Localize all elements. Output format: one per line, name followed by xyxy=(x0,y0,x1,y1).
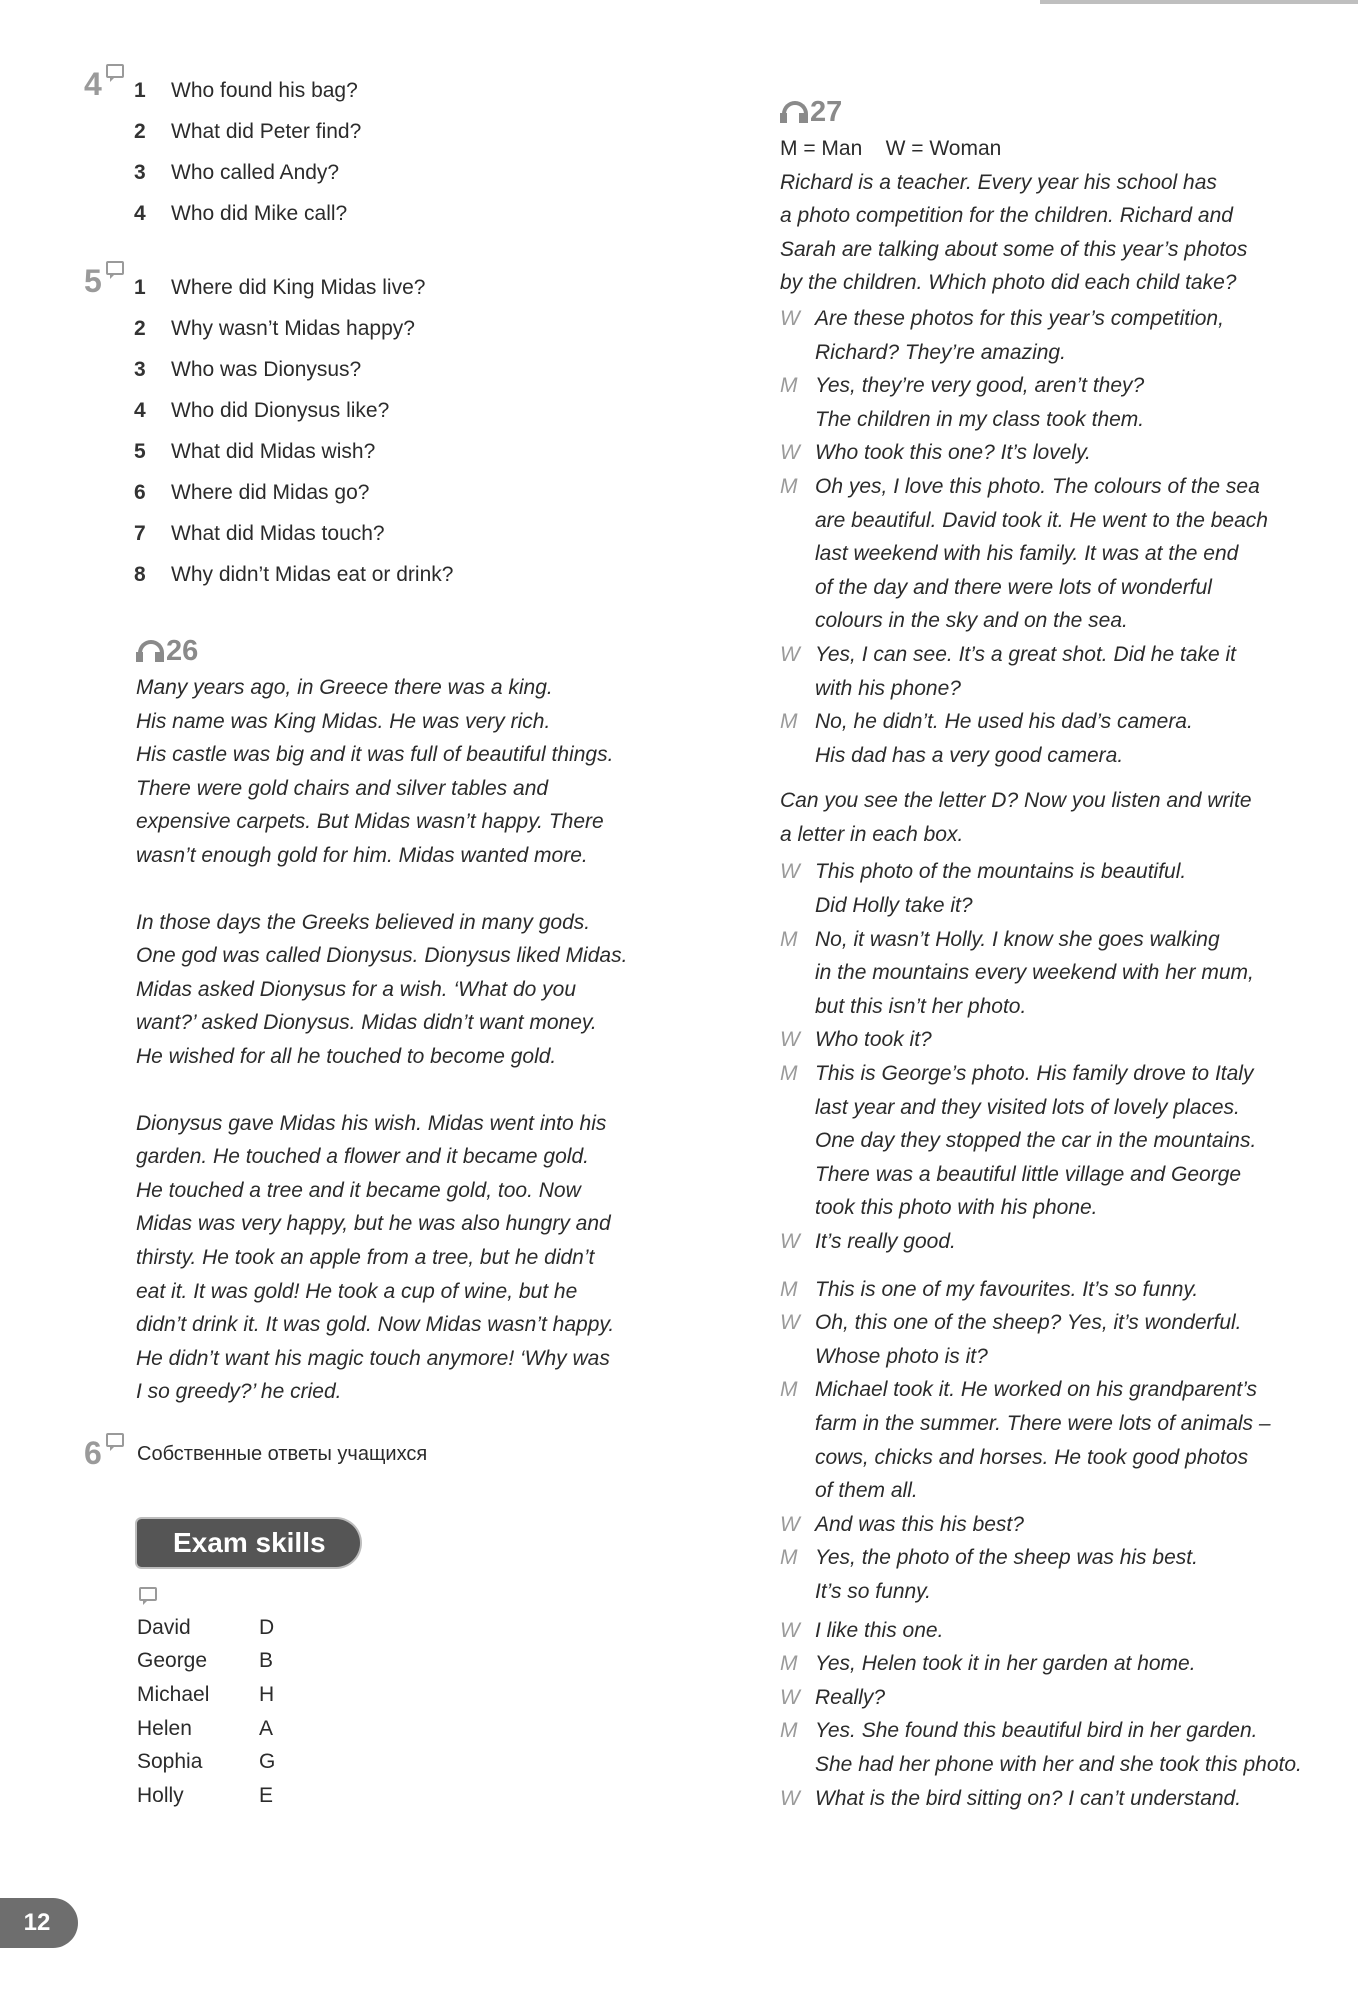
question-number: 8 xyxy=(134,563,146,586)
question-text: What did Peter find? xyxy=(171,120,362,143)
intro-text-line: by the children. Which photo did each child take? xyxy=(780,271,1237,295)
intro-text-line: a photo competition for the children. Richard and xyxy=(780,204,1233,228)
dialogue-turn xyxy=(780,470,1340,638)
dialogue-turn xyxy=(780,855,1340,922)
dialogue-line: This is one of my favourites. It’s so funny. xyxy=(815,1277,1199,1301)
answer-row xyxy=(137,1745,684,1779)
question-number: 7 xyxy=(134,522,146,545)
dialogue-line: She had her phone with her and she took this photo. xyxy=(815,1752,1302,1776)
dialogue-text xyxy=(815,1225,1340,1259)
story-line: There were gold chairs and silver tables and xyxy=(136,776,549,800)
dialogue-line: The children in my class took them. xyxy=(815,407,1145,431)
exam-skills-banner: Exam skills xyxy=(137,1519,360,1567)
answer-name: Helen xyxy=(137,1716,192,1740)
story-line: His castle was big and it was full of beautiful things. xyxy=(136,743,614,767)
speaker-label: W xyxy=(780,306,800,330)
instruction-text xyxy=(780,784,1340,851)
speech-bubble-icon xyxy=(106,261,124,275)
story-line: thirsty. He took an apple from a tree, but he didn’t xyxy=(136,1245,595,1269)
speaker-label: M xyxy=(780,1546,798,1570)
answer-letter: D xyxy=(259,1615,275,1639)
dialogue-line: in the mountains every weekend with her mum, xyxy=(815,961,1254,985)
dialogue-turn xyxy=(780,1508,1340,1542)
dialogue-turn xyxy=(780,1647,1340,1681)
dialogue-turn xyxy=(780,1541,1340,1608)
left-column xyxy=(84,66,684,1812)
question-item xyxy=(134,513,684,554)
dialogue-line: And was this his best? xyxy=(815,1512,1024,1536)
speaker-label: W xyxy=(780,1230,800,1253)
speaker-label: M xyxy=(780,1062,798,1086)
question-text: Who found his bag? xyxy=(171,79,358,102)
dialogue-text xyxy=(815,1273,1340,1307)
exercise-5-questions xyxy=(84,263,684,595)
track-26-number: 26 xyxy=(166,634,199,667)
question-number: 4 xyxy=(134,399,146,422)
story-line: wasn’t enough gold for him. Midas wanted more. xyxy=(136,843,588,867)
dialogue-turn xyxy=(780,1373,1340,1507)
dialogue-line: Yes, Helen took it in her garden at home. xyxy=(815,1652,1196,1676)
question-text: Where did Midas go? xyxy=(171,481,370,504)
dialogue-line: Whose photo is it? xyxy=(815,1344,988,1368)
question-item xyxy=(134,554,684,595)
question-text: Who did Dionysus like? xyxy=(171,399,390,422)
speaker-label: W xyxy=(780,1028,800,1052)
question-item xyxy=(134,267,684,308)
dialogue-line: last weekend with his family. It was at the end xyxy=(815,542,1239,566)
track-27-number: 27 xyxy=(810,95,843,128)
dialogue-turn xyxy=(780,923,1340,1024)
dialogue-text xyxy=(815,638,1340,705)
dialogue-line: are beautiful. David took it. He went to the beach xyxy=(815,508,1268,532)
question-item xyxy=(134,390,684,431)
story-line: Many years ago, in Greece there was a king. xyxy=(136,676,553,699)
track-27-intro xyxy=(780,166,1340,300)
story-line: His name was King Midas. He was very rich. xyxy=(136,709,551,733)
dialogue-line: Are these photos for this year’s competition, xyxy=(815,306,1224,330)
story-line: One god was called Dionysus. Dionysus liked Midas. xyxy=(136,944,628,968)
track-26-section xyxy=(84,631,684,1409)
answer-name: Michael xyxy=(137,1683,210,1707)
question-item xyxy=(134,472,684,513)
top-edge-strip xyxy=(1040,0,1358,4)
story-line: eat it. It was gold! He took a cup of wine, but he xyxy=(136,1279,578,1303)
exercise-4-number: 4 xyxy=(84,66,102,102)
answer-row xyxy=(137,1712,684,1746)
speaker-label: W xyxy=(780,1311,800,1335)
question-number: 5 xyxy=(134,440,146,463)
dialogue-line: Who took it? xyxy=(815,1028,932,1052)
headphones-icon xyxy=(780,101,806,123)
speaker-label: M xyxy=(780,474,798,498)
dialogue-turn xyxy=(780,1681,1340,1715)
story-paragraph xyxy=(136,1107,684,1409)
question-number: 3 xyxy=(134,161,146,184)
dialogue-line: I like this one. xyxy=(815,1618,944,1642)
instruction xyxy=(780,784,1340,851)
dialogue-turn xyxy=(780,369,1340,436)
midas-story xyxy=(136,671,684,1409)
dialogue-part-1 xyxy=(780,302,1340,772)
dialogue-line: This photo of the mountains is beautiful. xyxy=(815,860,1187,884)
speech-bubble-icon xyxy=(106,64,124,78)
story-line: He touched a tree and it became gold, too. Now xyxy=(136,1178,581,1202)
story-line: garden. He touched a flower and it became gold. xyxy=(136,1145,589,1169)
story-line: didn’t drink it. It was gold. Now Midas wasn’t happy. xyxy=(136,1313,615,1337)
question-item xyxy=(134,431,684,472)
dialogue-line: Yes, they’re very good, aren’t they? xyxy=(815,374,1145,398)
question-number: 4 xyxy=(134,202,146,225)
right-column xyxy=(780,92,1340,1815)
headphones-icon xyxy=(136,640,162,662)
dialogue-line: farm in the summer. There were lots of animals – xyxy=(815,1411,1271,1435)
dialogue-line: No, it wasn’t Holly. I know she goes walking xyxy=(815,927,1220,951)
exercise-4 xyxy=(84,66,684,234)
dialogue-part-3 xyxy=(780,1273,1340,1609)
answer-row xyxy=(137,1611,684,1645)
dialogue-line: This is George’s photo. His family drove to Italy xyxy=(815,1062,1254,1086)
dialogue-text xyxy=(815,855,1340,922)
dialogue-line: Yes, the photo of the sheep was his best. xyxy=(815,1546,1198,1570)
speaker-label: W xyxy=(780,441,800,465)
answer-row xyxy=(137,1779,684,1813)
exam-skills-answers xyxy=(137,1611,684,1813)
dialogue-text xyxy=(815,1681,1340,1715)
dialogue-text xyxy=(815,1508,1340,1542)
speaker-label: M xyxy=(780,1652,798,1676)
dialogue-line: Really? xyxy=(815,1685,886,1709)
speaker-label: M xyxy=(780,374,798,398)
dialogue-text xyxy=(815,1714,1340,1781)
story-line: In those days the Greeks believed in many gods. xyxy=(136,910,591,934)
question-number: 1 xyxy=(134,79,146,102)
question-text: Who called Andy? xyxy=(171,161,340,184)
speaker-label: W xyxy=(780,1618,800,1642)
dialogue-line: of the day and there were lots of wonderful xyxy=(815,575,1212,599)
dialogue-line: last year and they visited lots of lovely places. xyxy=(815,1095,1240,1119)
dialogue-turn xyxy=(780,1023,1340,1057)
speaker-label: M xyxy=(780,1719,798,1743)
intro-text-line: Richard is a teacher. Every year his school has xyxy=(780,170,1217,194)
answer-letter: G xyxy=(259,1750,276,1774)
dialogue-line: with his phone? xyxy=(815,676,961,700)
dialogue-turn xyxy=(780,1057,1340,1225)
question-text: What did Midas wish? xyxy=(171,440,376,463)
question-item xyxy=(134,152,684,193)
dialogue-part-2 xyxy=(780,855,1340,1258)
answer-row xyxy=(137,1644,684,1678)
speech-bubble-icon xyxy=(106,1433,124,1447)
story-paragraph xyxy=(136,671,684,873)
story-line: Midas asked Dionysus for a wish. ‘What do you xyxy=(136,977,577,1001)
dialogue-line: colours in the sky and on the sea. xyxy=(815,609,1128,633)
dialogue-text xyxy=(815,1373,1340,1507)
story-line: Dionysus gave Midas his wish. Midas went into his xyxy=(136,1111,607,1135)
instruction-text-line: a letter in each box. xyxy=(780,822,964,846)
dialogue-line: Did Holly take it? xyxy=(815,894,973,918)
dialogue-turn xyxy=(780,1273,1340,1307)
dialogue-turn xyxy=(780,638,1340,705)
intro-text xyxy=(780,166,1340,300)
dialogue-line: Oh yes, I love this photo. The colours of the sea xyxy=(815,474,1260,498)
dialogue-turn xyxy=(780,436,1340,470)
dialogue-line: No, he didn’t. He used his dad’s camera. xyxy=(815,710,1193,734)
dialogue-text xyxy=(815,1541,1340,1608)
story-line: expensive carpets. But Midas wasn’t happy. There xyxy=(136,810,604,834)
dialogue-text xyxy=(815,1647,1340,1681)
dialogue-part-4 xyxy=(780,1614,1340,1816)
dialogue-text xyxy=(815,1782,1340,1816)
question-number: 6 xyxy=(134,481,146,504)
speaker-label: M xyxy=(780,1378,798,1402)
instruction-text-line: Can you see the letter D? Now you listen and write xyxy=(780,789,1252,813)
dialogue-turn xyxy=(780,705,1340,772)
story-line: want?’ asked Dionysus. Midas didn’t want money. xyxy=(136,1011,597,1035)
dialogue-text xyxy=(815,705,1340,772)
exercise-6 xyxy=(84,1434,684,1471)
dialogue-line: Michael took it. He worked on his grandparent’s xyxy=(815,1378,1258,1402)
dialogue-line: One day they stopped the car in the mountains. xyxy=(815,1129,1257,1153)
dialogue-line: There was a beautiful little village and George xyxy=(815,1162,1242,1186)
speaker-label: M xyxy=(780,927,798,951)
story-line: I so greedy?’ he cried. xyxy=(136,1380,342,1404)
speaker-label: W xyxy=(780,1685,800,1709)
speaker-legend: M = Man W = Woman xyxy=(780,137,1002,160)
dialogue-line: Who took this one? It’s lovely. xyxy=(815,441,1091,465)
intro-text-line: Sarah are talking about some of this year’s photos xyxy=(780,237,1248,261)
answer-letter: A xyxy=(259,1716,274,1740)
question-item xyxy=(134,111,684,152)
question-number: 1 xyxy=(134,276,146,299)
question-number: 2 xyxy=(134,317,146,340)
dialogue-line: What is the bird sitting on? I can’t understand. xyxy=(815,1786,1242,1810)
dialogue-turn xyxy=(780,1782,1340,1816)
answer-name: Holly xyxy=(137,1783,184,1807)
dialogue-turn xyxy=(780,1225,1340,1259)
exercise-4-questions xyxy=(84,66,684,234)
story-paragraph xyxy=(136,906,684,1074)
answer-row xyxy=(137,1678,684,1712)
story-line: He didn’t want his magic touch anymore! ‘Why was xyxy=(136,1346,610,1370)
track-26-heading xyxy=(136,631,684,671)
story-line: He wished for all he touched to become gold. xyxy=(136,1044,557,1068)
answer-letter: H xyxy=(259,1683,275,1707)
answer-name: Sophia xyxy=(137,1750,203,1774)
exam-skills-section xyxy=(84,1519,684,1813)
question-text: What did Midas touch? xyxy=(171,522,385,545)
question-item xyxy=(134,308,684,349)
dialogue-text xyxy=(815,923,1340,1024)
question-text: Why didn’t Midas eat or drink? xyxy=(171,563,454,586)
dialogue-line: Richard? They’re amazing. xyxy=(815,340,1066,364)
track-27-heading xyxy=(780,92,1340,132)
question-number: 3 xyxy=(134,358,146,381)
question-item xyxy=(134,193,684,234)
dialogue-text xyxy=(815,436,1340,470)
speech-bubble-icon xyxy=(139,1587,157,1601)
dialogue-turn xyxy=(780,1614,1340,1648)
question-text: Who was Dionysus? xyxy=(171,358,362,381)
dialogue-text xyxy=(815,1057,1340,1225)
dialogue-line: of them all. xyxy=(815,1479,918,1503)
dialogue-line: It’s so funny. xyxy=(815,1579,931,1603)
exercise-5 xyxy=(84,263,684,595)
answer-name: George xyxy=(137,1649,208,1673)
question-text: Where did King Midas live? xyxy=(171,276,426,299)
dialogue-text xyxy=(815,302,1340,369)
dialogue-line: His dad has a very good camera. xyxy=(815,743,1124,767)
answer-letter: B xyxy=(259,1649,274,1673)
answer-name: David xyxy=(137,1615,191,1639)
dialogue-line: took this photo with his phone. xyxy=(815,1196,1098,1220)
dialogue-line: but this isn’t her photo. xyxy=(815,994,1027,1018)
question-number: 2 xyxy=(134,120,146,143)
speaker-label: M xyxy=(780,710,798,734)
speaker-label: M xyxy=(780,1277,798,1301)
dialogue-line: Yes. She found this beautiful bird in her garden. xyxy=(815,1719,1258,1743)
dialogue-text xyxy=(815,369,1340,436)
answer-letter: E xyxy=(259,1783,274,1807)
dialogue-text xyxy=(815,1306,1340,1373)
dialogue-text xyxy=(815,1614,1340,1648)
speaker-label: W xyxy=(780,642,800,666)
exercise-5-number: 5 xyxy=(84,263,102,299)
exercise-6-answer: Собственные ответы учащихся xyxy=(137,1442,428,1465)
dialogue-turn xyxy=(780,1714,1340,1781)
dialogue-turn xyxy=(780,1306,1340,1373)
story-line: Midas was very happy, but he was also hungry and xyxy=(136,1212,611,1236)
dialogue-line: It’s really good. xyxy=(815,1230,956,1253)
speaker-label: W xyxy=(780,860,800,884)
page-number: 12 xyxy=(0,1898,78,1948)
dialogue-turn xyxy=(780,302,1340,369)
dialogue-line: cows, chicks and horses. He took good photos xyxy=(815,1445,1249,1469)
question-item xyxy=(134,70,684,111)
dialogue-text xyxy=(815,470,1340,638)
speaker-label: W xyxy=(780,1512,800,1536)
speaker-label: W xyxy=(780,1786,800,1810)
dialogue-text xyxy=(815,1023,1340,1057)
question-text: Who did Mike call? xyxy=(171,202,348,225)
dialogue-line: Yes, I can see. It’s a great shot. Did he take it xyxy=(815,642,1237,666)
question-text: Why wasn’t Midas happy? xyxy=(171,317,415,340)
exercise-6-number: 6 xyxy=(84,1434,102,1471)
dialogue-line: Oh, this one of the sheep? Yes, it’s wonderful. xyxy=(815,1311,1242,1335)
question-item xyxy=(134,349,684,390)
